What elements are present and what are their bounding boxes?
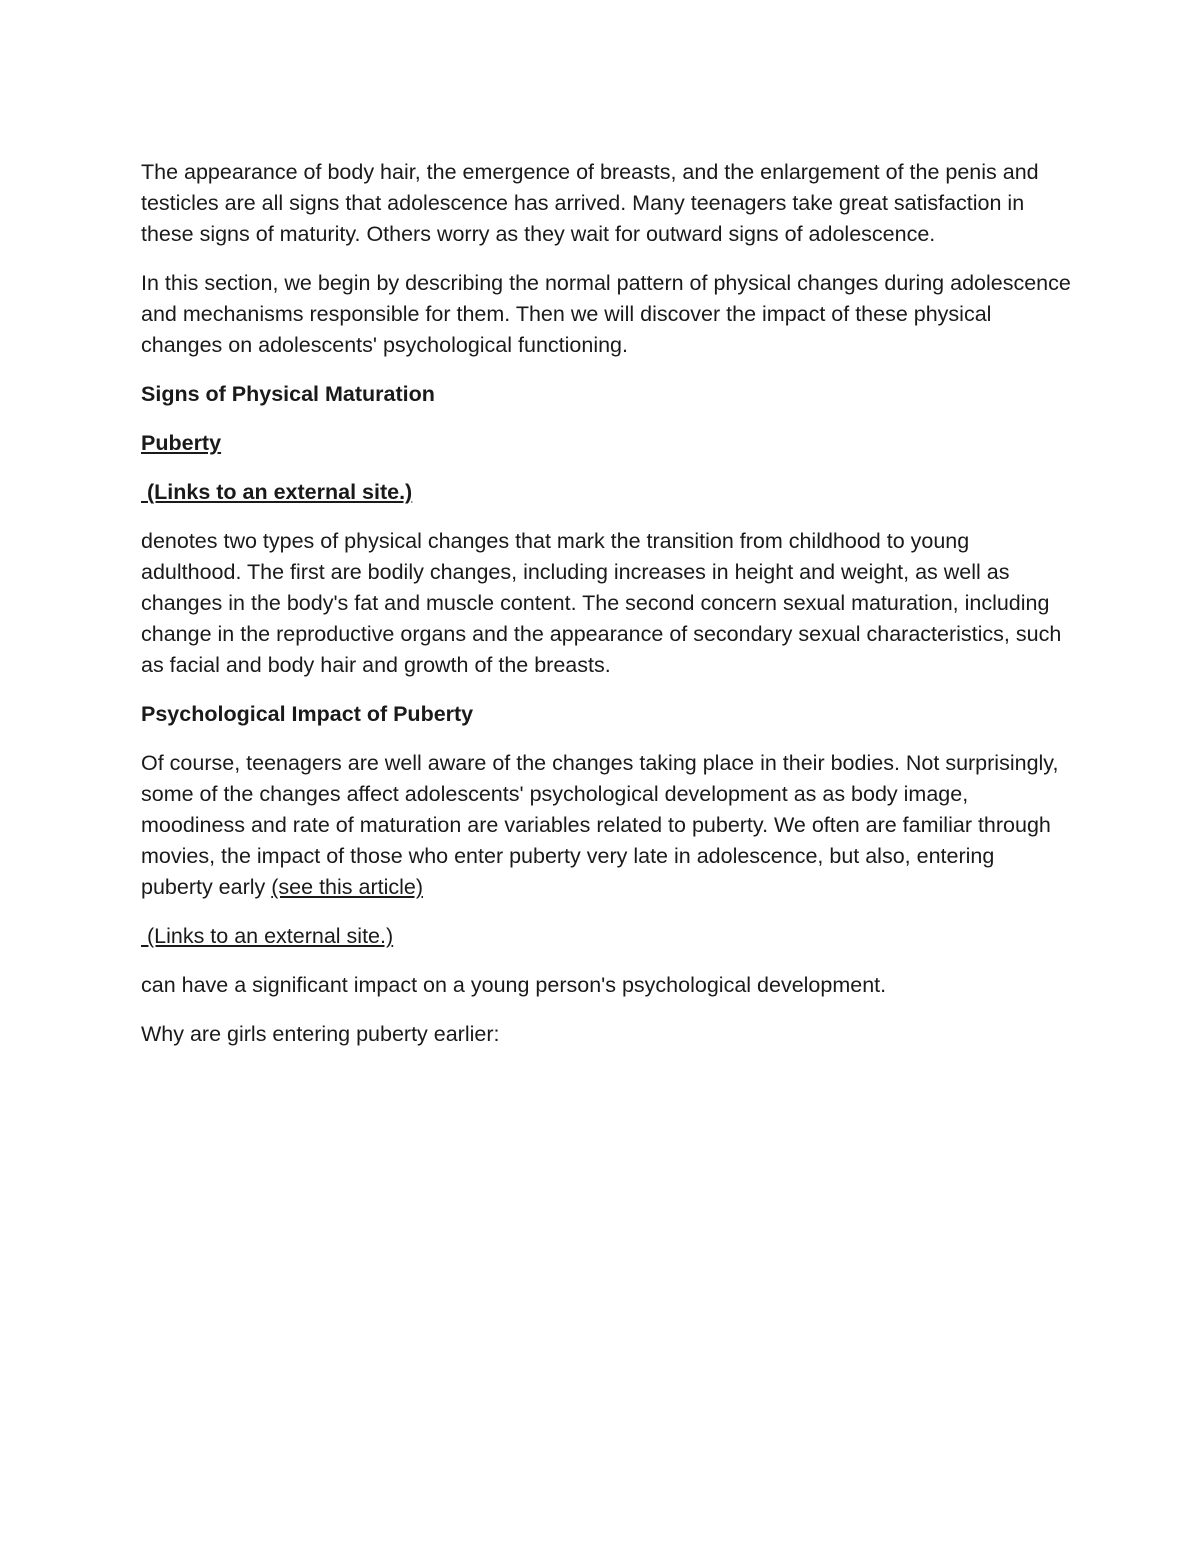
document-page [141, 157, 1071, 1068]
puberty-link[interactable]: Puberty [141, 431, 222, 455]
intro-paragraph: The appearance of body hair, the emergence of breasts, and the enlargement of the penis and testicles are all signs that adolescence has arrived. Many teenagers take great satisfaction in these signs of maturity. Others worry as they wait for outward signs of adolescence. [141, 160, 1039, 246]
heading-signs-of-physical-maturation: Signs of Physical Maturation [141, 382, 435, 406]
impact-sentence: can have a significant impact on a young person's psychological development. [141, 973, 887, 997]
article-external-link-line [141, 921, 1071, 952]
heading-psychological-impact: Psychological Impact of Puberty [141, 702, 474, 726]
puberty-link-line [141, 428, 1071, 459]
psych-paragraph-text: Of course, teenagers are well aware of the changes taking place in their bodies. Not surprisingly, some of the changes affect adolescents' psychological development as as body image, moodiness and rate of maturation are variables related to puberty. We often are familiar through movies, the impact of those who enter puberty very late in adolescence, but also, entering puberty early [141, 751, 1059, 899]
puberty-external-link[interactable]: (Links to an external site.) [141, 480, 413, 504]
puberty-definition-paragraph: denotes two types of physical changes that mark the transition from childhood to young adulthood. The first are bodily changes, including increases in height and weight, as well as changes in the body's fat and muscle content. The second concern sexual maturation, including change in the reproductive organs and the appearance of secondary sexual characteristics, such as facial and body hair and growth of the breasts. [141, 529, 1062, 677]
psych-paragraph [141, 748, 1071, 903]
section-paragraph: In this section, we begin by describing the normal pattern of physical changes during adolescence and mechanisms responsible for them. Then we will discover the impact of these physical changes on adolescents' psychological functioning. [141, 271, 1071, 357]
article-external-link[interactable]: (Links to an external site.) [141, 924, 394, 948]
see-this-article-link[interactable]: (see this article) [271, 875, 424, 899]
puberty-external-link-line [141, 477, 1071, 508]
question-line: Why are girls entering puberty earlier: [141, 1022, 500, 1046]
